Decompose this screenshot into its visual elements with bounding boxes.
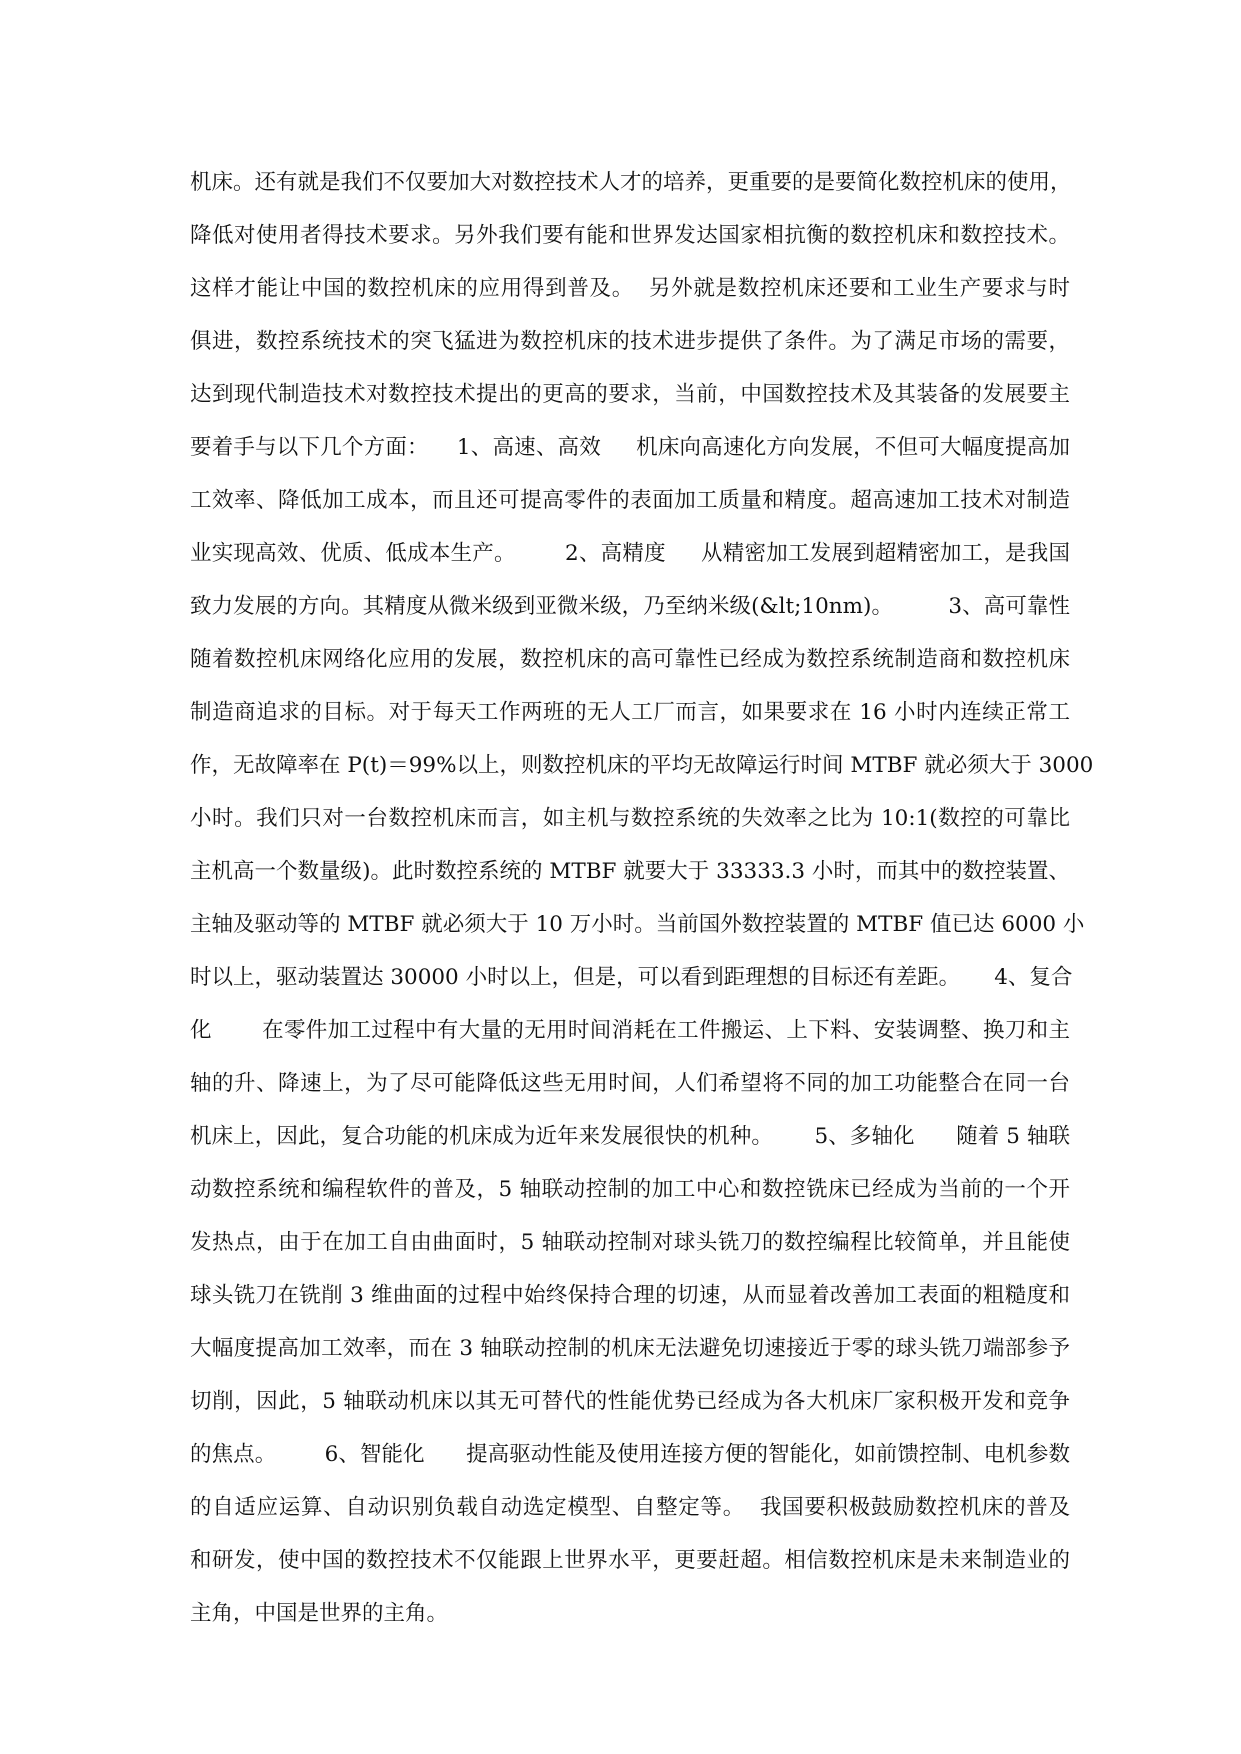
text-line: 轴的升、降速上，为了尽可能降低这些无用时间，人们希望将不同的加工功能整合在同一台 — [190, 1071, 1070, 1096]
text-line: 的焦点。 6、智能化 提高驱动性能及使用连接方便的智能化，如前馈控制、电机参数 — [190, 1442, 1070, 1467]
text-line: 随着数控机床网络化应用的发展，数控机床的高可靠性已经成为数控系统制造商和数控机床 — [190, 647, 1070, 672]
text-line: 这样才能让中国的数控机床的应用得到普及。 另外就是数控机床还要和工业生产要求与时 — [190, 276, 1070, 301]
text-line: 机床上，因此，复合功能的机床成为近年来发展很快的机种。 5、多轴化 随着 5 轴联 — [190, 1124, 1070, 1149]
text-line: 和研发，使中国的数控技术不仅能跟上世界水平，更要赶超。相信数控机床是未来制造业的 — [190, 1548, 1070, 1573]
text-line: 主轴及驱动等的 MTBF 就必须大于 10 万小时。当前国外数控装置的 MTBF 值已达 6000 小 — [190, 912, 1085, 937]
text-line: 主角，中国是世界的主角。 — [190, 1601, 449, 1626]
text-line: 时以上，驱动装置达 30000 小时以上，但是，可以看到距理想的目标还有差距。 4、复合 — [190, 965, 1073, 990]
text-line: 业实现高效、优质、低成本生产。 2、高精度 从精密加工发展到超精密加工，是我国 — [190, 541, 1070, 566]
text-line: 制造商追求的目标。对于每天工作两班的无人工厂而言，如果要求在 16 小时内连续正常工 — [190, 700, 1070, 725]
text-line: 的自适应运算、自动识别负载自动选定模型、自整定等。 我国要积极鼓励数控机床的普及 — [190, 1495, 1070, 1520]
text-line: 作，无故障率在 P(t)＝99%以上，则数控机床的平均无故障运行时间 MTBF 就必须大于 3000 — [190, 753, 1094, 778]
text-line: 致力发展的方向。其精度从微米级到亚微米级，乃至纳米级(&lt;10nm)。 3、高可靠性 — [190, 594, 1070, 619]
text-line: 达到现代制造技术对数控技术提出的更高的要求，当前，中国数控技术及其装备的发展要主 — [190, 382, 1070, 407]
text-line: 切削，因此，5 轴联动机床以其无可替代的性能优势已经成为各大机床厂家积极开发和竞争 — [190, 1389, 1070, 1414]
text-line: 降低对使用者得技术要求。另外我们要有能和世界发达国家相抗衡的数控机床和数控技术。 — [190, 223, 1070, 248]
text-line: 要着手与以下几个方面： 1、高速、高效 机床向高速化方向发展，不但可大幅度提高加 — [190, 435, 1070, 460]
text-line: 机床。还有就是我们不仅要加大对数控技术人才的培养，更重要的是要简化数控机床的使用， — [190, 170, 1072, 195]
text-line: 主机高一个数量级)。此时数控系统的 MTBF 就要大于 33333.3 小时，而其中的数控装置、 — [190, 859, 1070, 884]
text-line: 工效率、降低加工成本，而且还可提高零件的表面加工质量和精度。超高速加工技术对制造 — [190, 488, 1070, 513]
text-line: 俱进，数控系统技术的突飞猛进为数控机床的技术进步提供了条件。为了满足市场的需要， — [190, 329, 1070, 354]
text-line: 大幅度提高加工效率，而在 3 轴联动控制的机床无法避免切速接近于零的球头铣刀端部参予 — [190, 1336, 1070, 1361]
text-line: 动数控系统和编程软件的普及，5 轴联动控制的加工中心和数控铣床已经成为当前的一个开 — [190, 1177, 1070, 1202]
text-line: 化 在零件加工过程中有大量的无用时间消耗在工件搬运、上下料、安装调整、换刀和主 — [190, 1018, 1070, 1043]
text-line: 小时。我们只对一台数控机床而言，如主机与数控系统的失效率之比为 10:1(数控的可靠比 — [190, 806, 1070, 831]
body-text — [190, 156, 1094, 1640]
text-line: 发热点，由于在加工自由曲面时，5 轴联动控制对球头铣刀的数控编程比较简单，并且能使 — [190, 1230, 1070, 1255]
text-line: 球头铣刀在铣削 3 维曲面的过程中始终保持合理的切速，从而显着改善加工表面的粗糙度和 — [190, 1283, 1070, 1308]
